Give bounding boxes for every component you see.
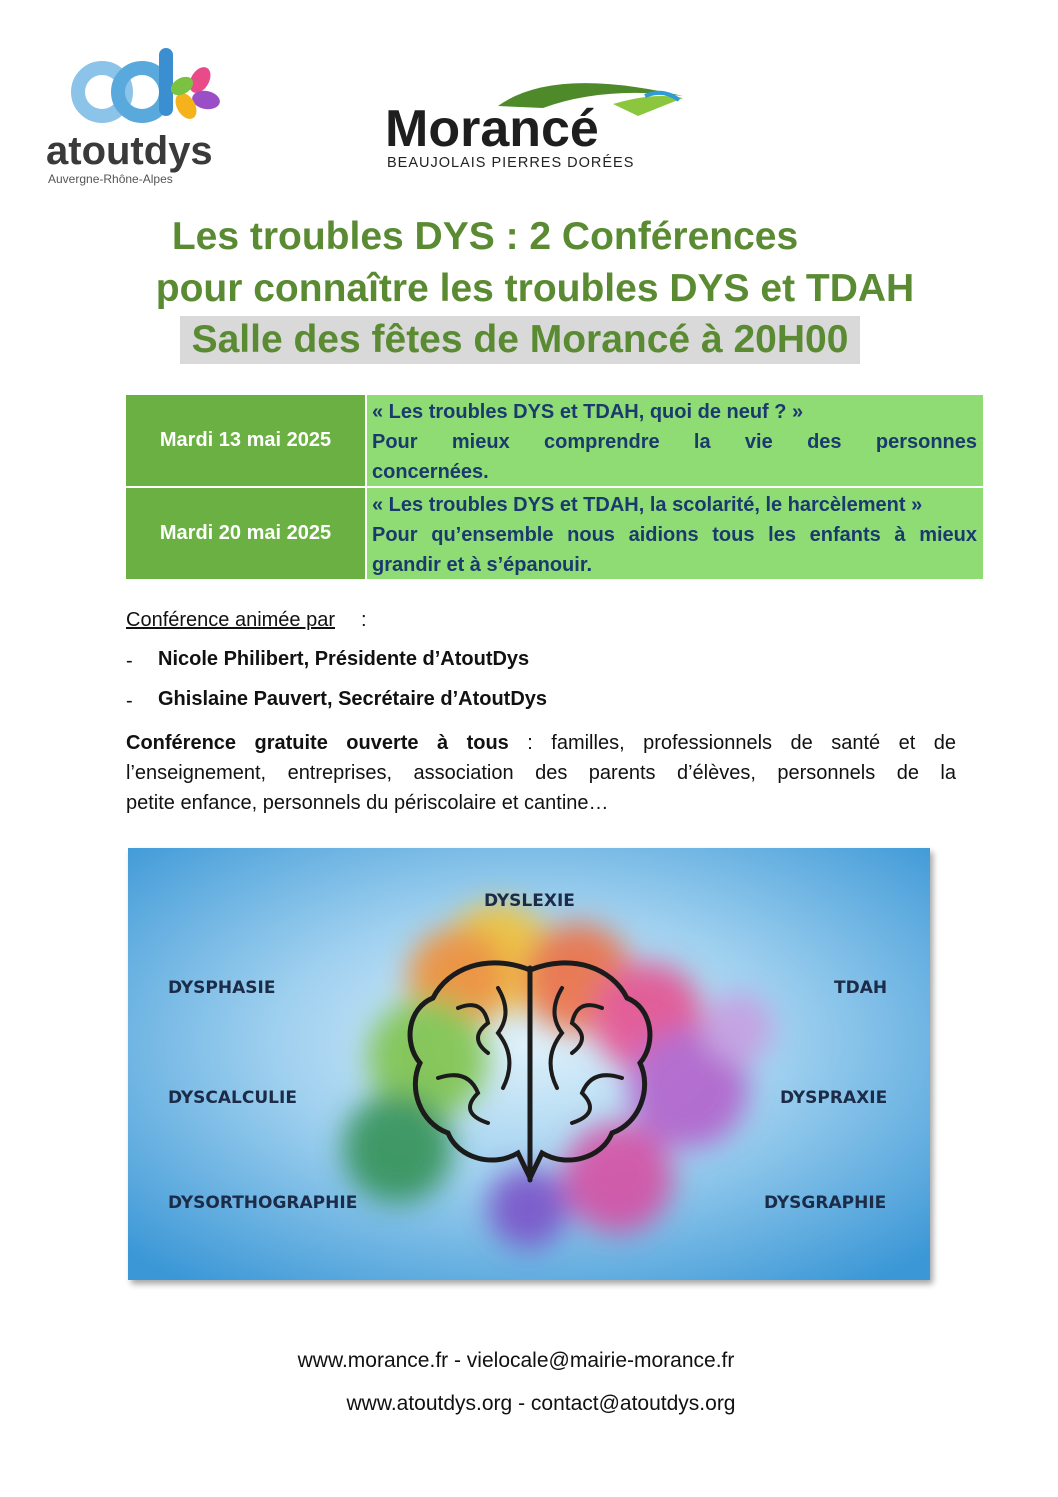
morance-logo-tagline: BEAUJOLAIS PIERRES DORÉES: [387, 155, 635, 171]
label-dyscalculie: DYSCALCULIE: [168, 1088, 297, 1108]
audience-paragraph: [126, 728, 956, 818]
label-dyspraxie: DYSPRAXIE: [780, 1088, 888, 1108]
schedule-desc-line: Pour qu’ensemble nous aidions tous les enfants à mieux: [372, 524, 977, 546]
schedule-desc-line: concernées.: [372, 461, 489, 483]
morance-logo: [383, 68, 683, 178]
dys-brain-illustration: [128, 848, 930, 1280]
animator-name: Ghislaine Pauvert, Secrétaire d’AtoutDys: [158, 688, 548, 710]
label-dysgraphie: DYSGRAPHIE: [764, 1193, 887, 1213]
schedule-date: Mardi 13 mai 2025: [126, 395, 365, 486]
title-line-2: pour connaître les troubles DYS et TDAH: [155, 267, 915, 310]
footer-contact-morance: www.morance.fr - vielocale@mairie-morance.fr: [297, 1349, 735, 1372]
list-bullet: -: [126, 690, 133, 712]
schedule-description: [367, 488, 983, 579]
animators-heading: Conférence animée par: [126, 609, 336, 631]
schedule-row: [126, 488, 983, 579]
schedule-date: Mardi 20 mai 2025: [126, 488, 365, 579]
schedule-desc-line: Pour mieux comprendre la vie des personnes: [372, 431, 977, 453]
morance-logo-name: Morancé: [385, 100, 599, 158]
schedule-row: [126, 395, 983, 486]
schedule-table: [126, 395, 983, 579]
label-dysorthographie: DYSORTHOGRAPHIE: [168, 1193, 358, 1213]
audience-bold: Conférence gratuite ouverte à tous: [126, 732, 509, 754]
schedule-desc-line: grandir et à s’épanouir.: [372, 554, 593, 576]
footer-contact-atoutdys: www.atoutdys.org - contact@atoutdys.org: [346, 1392, 736, 1415]
list-bullet: -: [126, 650, 133, 672]
title-line-3: Salle des fêtes de Morancé à 20H00: [191, 318, 849, 361]
atoutdys-logo: [44, 44, 244, 189]
label-tdah: TDAH: [834, 978, 888, 998]
title-line-1: Les troubles DYS : 2 Conférences: [171, 215, 799, 258]
audience-line: [126, 728, 956, 758]
schedule-topic: « Les troubles DYS et TDAH, quoi de neuf ? »: [372, 401, 804, 423]
audience-line: l’enseignement, entreprises, association des parents d’élèves, personnels de la: [126, 762, 956, 784]
venue-highlight: [180, 316, 860, 364]
label-dysphasie: DYSPHASIE: [168, 978, 276, 998]
atoutdys-logo-region: Auvergne-Rhône-Alpes: [48, 172, 173, 186]
animators-colon: :: [361, 609, 367, 631]
animator-name: Nicole Philibert, Présidente d’AtoutDys: [158, 648, 530, 670]
audience-line-rest: : familles, professionnels de santé et de: [508, 732, 956, 754]
label-dyslexie: DYSLEXIE: [484, 891, 575, 911]
schedule-description: [367, 395, 983, 486]
audience-line: petite enfance, personnels du périscolaire et cantine…: [126, 792, 609, 814]
brain-illustration-svg: [128, 848, 930, 1280]
schedule-topic: « Les troubles DYS et TDAH, la scolarité, le harcèlement »: [372, 494, 923, 516]
atoutdys-logo-name: atoutdys: [46, 129, 213, 173]
